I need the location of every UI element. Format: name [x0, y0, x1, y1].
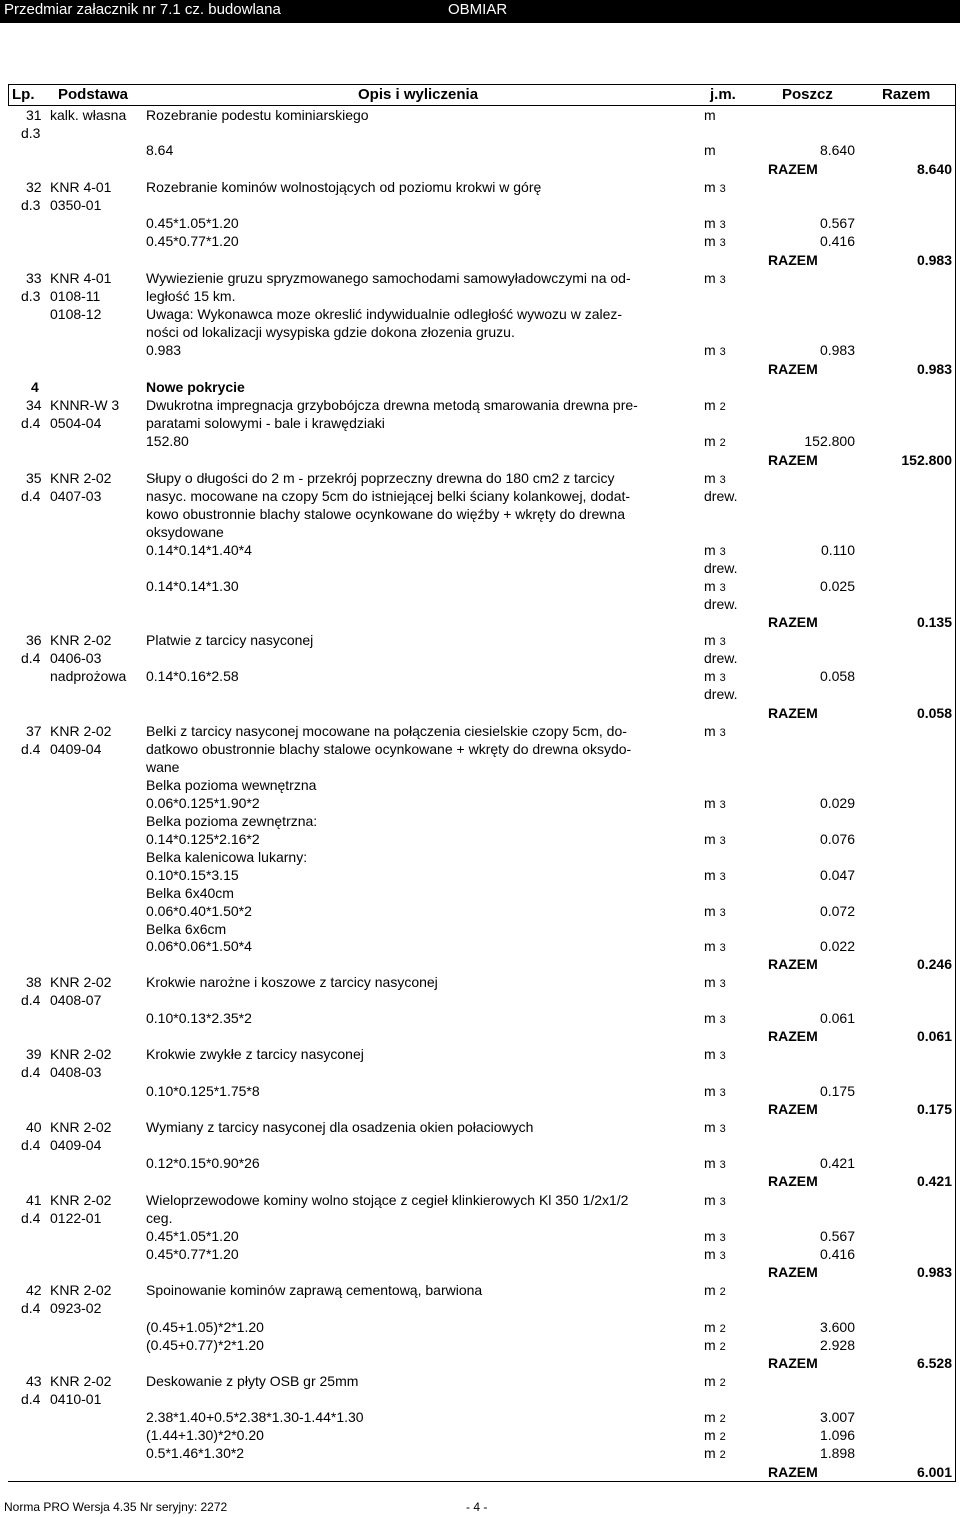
description-line: 0.10*0.15*3.15: [146, 867, 239, 883]
item-number: 35: [26, 470, 42, 486]
description-line: 0.45*0.77*1.20: [146, 1246, 239, 1262]
total-label: RAZEM: [768, 1464, 818, 1480]
item-basis: KNR 2-02: [50, 974, 112, 990]
total-value: 0.983: [916, 252, 952, 268]
description-line: Rozebranie kominów wolnostojących od poziomu krokwi w górę: [146, 179, 542, 195]
item-number: 38: [26, 974, 42, 990]
unit: m 3: [704, 723, 726, 739]
total-value: 152.800: [901, 452, 952, 468]
unit: m 2: [704, 1373, 726, 1389]
unit: m 2: [704, 1409, 726, 1425]
total-value: 0.175: [916, 1101, 952, 1117]
item-number: 37: [26, 723, 42, 739]
item-basis-code: 0504-04: [50, 415, 102, 431]
item-number: 40: [26, 1119, 42, 1135]
item-basis-code: 0410-01: [50, 1391, 102, 1407]
col-opis: Opis i wyliczenia: [358, 86, 479, 103]
item-subnumber: d.4: [21, 1210, 41, 1226]
item-number: 36: [26, 632, 42, 648]
description-line: Belka 6x6cm: [146, 921, 227, 937]
item-subnumber: d.4: [21, 992, 41, 1008]
total-value: 0.058: [916, 705, 952, 721]
total-value: 8.640: [916, 161, 952, 177]
description-line: Krokwie narożne i koszowe z tarcicy nasyconej: [146, 974, 438, 990]
unit: m 3: [704, 831, 726, 847]
description-line: 0.5*1.46*1.30*2: [146, 1445, 245, 1461]
description-line: 2.38*1.40+0.5*2.38*1.30-1.44*1.30: [146, 1409, 364, 1425]
item-number: 42: [26, 1282, 42, 1298]
partial-value: 0.025: [819, 578, 855, 594]
partial-value: 0.983: [819, 342, 855, 358]
description-line: 152.80: [146, 433, 189, 449]
description-line: 0.14*0.14*1.30: [146, 578, 239, 594]
item-basis: KNR 2-02: [50, 470, 112, 486]
partial-value: 0.022: [819, 938, 855, 954]
unit: m 3: [704, 1119, 726, 1135]
item-subnumber: d.4: [21, 1391, 41, 1407]
description-line: ległość 15 km.: [146, 288, 236, 304]
description-line: datkowo obustronnie blachy stalowe ocynkowane + wkręty do drewna oksydo-: [146, 741, 632, 757]
item-basis-code: 0409-04: [50, 1137, 102, 1153]
unit: m 3: [704, 1083, 726, 1099]
item-basis: KNR 4-01: [50, 179, 112, 195]
section-title: Nowe pokrycie: [146, 379, 245, 395]
item-number: 33: [26, 270, 42, 286]
unit: m 2: [704, 433, 726, 449]
description-line: Wieloprzewodowe kominy wolno stojące z cegieł klinkierowych Kl 350 1/2x1/2: [146, 1192, 629, 1208]
item-subnumber: d.3: [21, 288, 41, 304]
item-basis-code: 0350-01: [50, 197, 102, 213]
description-line: Dwukrotna impregnacja grzybobójcza drewna metodą smarowania drewna pre-: [146, 397, 638, 413]
item-subnumber: d.4: [21, 1064, 41, 1080]
partial-value: 1.898: [819, 1445, 855, 1461]
item-subnumber: d.4: [21, 1300, 41, 1316]
partial-value: 152.800: [804, 433, 855, 449]
total-label: RAZEM: [768, 1264, 818, 1280]
total-value: 0.135: [916, 614, 952, 630]
description-line: Belka pozioma wewnętrzna: [146, 777, 317, 793]
total-label: RAZEM: [768, 1101, 818, 1117]
total-label: RAZEM: [768, 452, 818, 468]
item-basis: KNR 2-02: [50, 1192, 112, 1208]
unit: drew.: [704, 488, 738, 504]
total-label: RAZEM: [768, 1355, 818, 1371]
col-razem: Razem: [882, 86, 931, 103]
total-label: RAZEM: [768, 705, 818, 721]
item-subnumber: d.4: [21, 415, 41, 431]
description-line: 0.45*1.05*1.20: [146, 1228, 239, 1244]
partial-value: 0.416: [819, 233, 855, 249]
description-line: 0.12*0.15*0.90*26: [146, 1155, 260, 1171]
partial-value: 0.061: [819, 1010, 855, 1026]
col-podstawa: Podstawa: [58, 86, 129, 103]
description-line: oksydowane: [146, 524, 224, 540]
description-line: ności od lokalizacji wysypiska gdzie dokona złozenia gruzu.: [146, 324, 515, 340]
unit: m: [704, 107, 716, 123]
item-basis: KNR 2-02: [50, 632, 112, 648]
total-value: 0.421: [916, 1173, 952, 1189]
unit: m 3: [704, 1155, 726, 1171]
total-value: 0.983: [916, 1264, 952, 1280]
item-subnumber: d.4: [21, 1137, 41, 1153]
description-line: Krokwie zwykłe z tarcicy nasyconej: [146, 1046, 364, 1062]
unit: m 2: [704, 1427, 726, 1443]
partial-value: 3.007: [819, 1409, 855, 1425]
item-basis-code: 0108-11: [50, 288, 101, 304]
partial-value: 0.175: [819, 1083, 855, 1099]
total-label: RAZEM: [768, 614, 818, 630]
description-line: Rozebranie podestu kominiarskiego: [146, 107, 369, 123]
description-line: 0.45*0.77*1.20: [146, 233, 239, 249]
item-basis: KNNR-W 3: [50, 397, 120, 413]
description-line: Spoinowanie kominów zaprawą cementową, barwiona: [146, 1282, 483, 1298]
total-label: RAZEM: [768, 956, 818, 972]
item-basis-code: nadprożowa: [50, 668, 127, 684]
item-basis: KNR 2-02: [50, 1282, 112, 1298]
description-line: (0.45+0.77)*2*1.20: [146, 1337, 264, 1353]
item-subnumber: d.3: [21, 197, 41, 213]
total-label: RAZEM: [768, 161, 818, 177]
item-basis-code: 0923-02: [50, 1300, 102, 1316]
description-line: Belki z tarcicy nasyconej mocowane na połączenia ciesielskie czopy 5cm, do-: [146, 723, 627, 739]
document-mode: OBMIAR: [448, 1, 508, 18]
unit: m: [704, 142, 716, 158]
description-line: nasyc. mocowane na czopy 5cm do istniejącej belki ściany kolankowej, dodat-: [146, 488, 631, 504]
description-line: (1.44+1.30)*2*0.20: [146, 1427, 264, 1443]
unit: drew.: [704, 596, 738, 612]
description-line: wane: [146, 759, 180, 775]
item-number: 32: [26, 179, 42, 195]
unit: m 3: [704, 974, 726, 990]
description-line: kowo obustronnie blachy stalowe ocynkowane do więźby + wkręty do drewna: [146, 506, 625, 522]
description-line: Belka pozioma zewnętrzna:: [146, 813, 318, 829]
unit: m 3: [704, 1010, 726, 1026]
description-line: 0.06*0.40*1.50*2: [146, 903, 252, 919]
unit: drew.: [704, 560, 738, 576]
unit: m 2: [704, 397, 726, 413]
item-number: 31: [26, 107, 42, 123]
description-line: 0.983: [146, 342, 182, 358]
unit: m 3: [704, 215, 726, 231]
item-number: 43: [26, 1373, 42, 1389]
description-line: 0.14*0.14*1.40*4: [146, 542, 252, 558]
item-basis: KNR 2-02: [50, 723, 112, 739]
partial-value: 2.928: [819, 1337, 855, 1353]
col-jm: j.m.: [710, 86, 736, 103]
page-number: - 4 -: [466, 1500, 488, 1514]
description-line: Platwie z tarcicy nasyconej: [146, 632, 314, 648]
description-line: paratami solowymi - bale i krawędziaki: [146, 415, 385, 431]
item-basis: KNR 4-01: [50, 270, 112, 286]
unit: m 3: [704, 578, 726, 594]
description-line: Słupy o długości do 2 m - przekrój poprzeczny drewna do 180 cm2 z tarcicy: [146, 470, 615, 486]
partial-value: 0.110: [821, 542, 855, 558]
item-basis: kalk. własna: [50, 107, 127, 123]
item-number: 34: [26, 397, 42, 413]
item-subnumber: d.4: [21, 741, 41, 757]
partial-value: 8.640: [819, 142, 855, 158]
description-line: Belka kalenicowa lukarny:: [146, 849, 308, 865]
description-line: 0.10*0.13*2.35*2: [146, 1010, 252, 1026]
description-line: 0.06*0.125*1.90*2: [146, 795, 260, 811]
unit: m 2: [704, 1445, 726, 1461]
unit: m 2: [704, 1282, 726, 1298]
description-line: Belka 6x40cm: [146, 885, 234, 901]
item-basis-code: 0406-03: [50, 650, 102, 666]
item-basis: KNR 2-02: [50, 1046, 112, 1062]
item-basis-code: 0408-03: [50, 1064, 102, 1080]
unit: m 3: [704, 1192, 726, 1208]
unit: m 3: [704, 1228, 726, 1244]
item-basis-code: 0108-12: [50, 306, 102, 322]
unit: m 3: [704, 903, 726, 919]
partial-value: 0.416: [819, 1246, 855, 1262]
footer-software: Norma PRO Wersja 4.35 Nr seryjny: 2272: [4, 1500, 228, 1514]
unit: m 3: [704, 233, 726, 249]
unit: m 3: [704, 1246, 726, 1262]
unit: m 3: [704, 668, 726, 684]
document-title: Przedmiar załacznik nr 7.1 cz. budowlana: [4, 1, 281, 18]
section-number: 4: [31, 379, 39, 395]
description-line: Wymiany z tarcicy nasyconej dla osadzenia okien połaciowych: [146, 1119, 534, 1135]
item-number: 41: [26, 1192, 42, 1208]
unit: m 3: [704, 938, 726, 954]
item-basis-code: 0409-04: [50, 741, 102, 757]
total-value: 0.061: [916, 1028, 952, 1044]
item-basis-code: 0407-03: [50, 488, 102, 504]
unit: drew.: [704, 686, 738, 702]
unit: m 3: [704, 795, 726, 811]
unit: m 3: [704, 632, 726, 648]
description-line: 0.10*0.125*1.75*8: [146, 1083, 260, 1099]
total-value: 6.001: [916, 1464, 952, 1480]
total-label: RAZEM: [768, 361, 818, 377]
partial-value: 0.076: [819, 831, 855, 847]
partial-value: 1.096: [819, 1427, 855, 1443]
unit: m 2: [704, 1337, 726, 1353]
partial-value: 0.567: [819, 215, 855, 231]
unit: m 3: [704, 342, 726, 358]
partial-value: 0.029: [819, 795, 855, 811]
description-line: 0.14*0.125*2.16*2: [146, 831, 260, 847]
description-line: Wywiezienie gruzu spryzmowanego samochodami samowyładowczymi na od-: [146, 270, 631, 286]
partial-value: 0.072: [819, 903, 855, 919]
unit: m 2: [704, 1319, 726, 1335]
item-basis: KNR 2-02: [50, 1373, 112, 1389]
item-number: 39: [26, 1046, 42, 1062]
unit: m 3: [704, 542, 726, 558]
partial-value: 0.421: [819, 1155, 855, 1171]
description-line: ceg.: [146, 1210, 173, 1226]
partial-value: 3.600: [819, 1319, 855, 1335]
partial-value: 0.058: [819, 668, 855, 684]
description-line: Uwaga: Wykonawca moze okreslić indywidualnie odległość wywozu w zalez-: [146, 306, 623, 322]
unit: m 3: [704, 867, 726, 883]
item-basis-code: 0408-07: [50, 992, 102, 1008]
total-value: 0.246: [916, 956, 952, 972]
total-label: RAZEM: [768, 1028, 818, 1044]
unit: m 3: [704, 470, 726, 486]
item-subnumber: d.3: [21, 125, 41, 141]
item-basis: KNR 2-02: [50, 1119, 112, 1135]
description-line: (0.45+1.05)*2*1.20: [146, 1319, 264, 1335]
description-line: 8.64: [146, 142, 174, 158]
col-lp: Lp.: [12, 86, 35, 103]
partial-value: 0.567: [819, 1228, 855, 1244]
unit: drew.: [704, 650, 738, 666]
total-label: RAZEM: [768, 252, 818, 268]
unit: m 3: [704, 1046, 726, 1062]
item-subnumber: d.4: [21, 650, 41, 666]
description-line: 0.06*0.06*1.50*4: [146, 938, 252, 954]
description-line: Deskowanie z płyty OSB gr 25mm: [146, 1373, 359, 1389]
col-poszcz: Poszcz: [782, 86, 833, 103]
unit: m 3: [704, 179, 726, 195]
item-basis-code: 0122-01: [50, 1210, 102, 1226]
unit: m 3: [704, 270, 726, 286]
total-value: 6.528: [916, 1355, 952, 1371]
total-label: RAZEM: [768, 1173, 818, 1189]
description-line: 0.45*1.05*1.20: [146, 215, 239, 231]
total-value: 0.983: [916, 361, 952, 377]
description-line: 0.14*0.16*2.58: [146, 668, 239, 684]
partial-value: 0.047: [819, 867, 855, 883]
item-subnumber: d.4: [21, 488, 41, 504]
